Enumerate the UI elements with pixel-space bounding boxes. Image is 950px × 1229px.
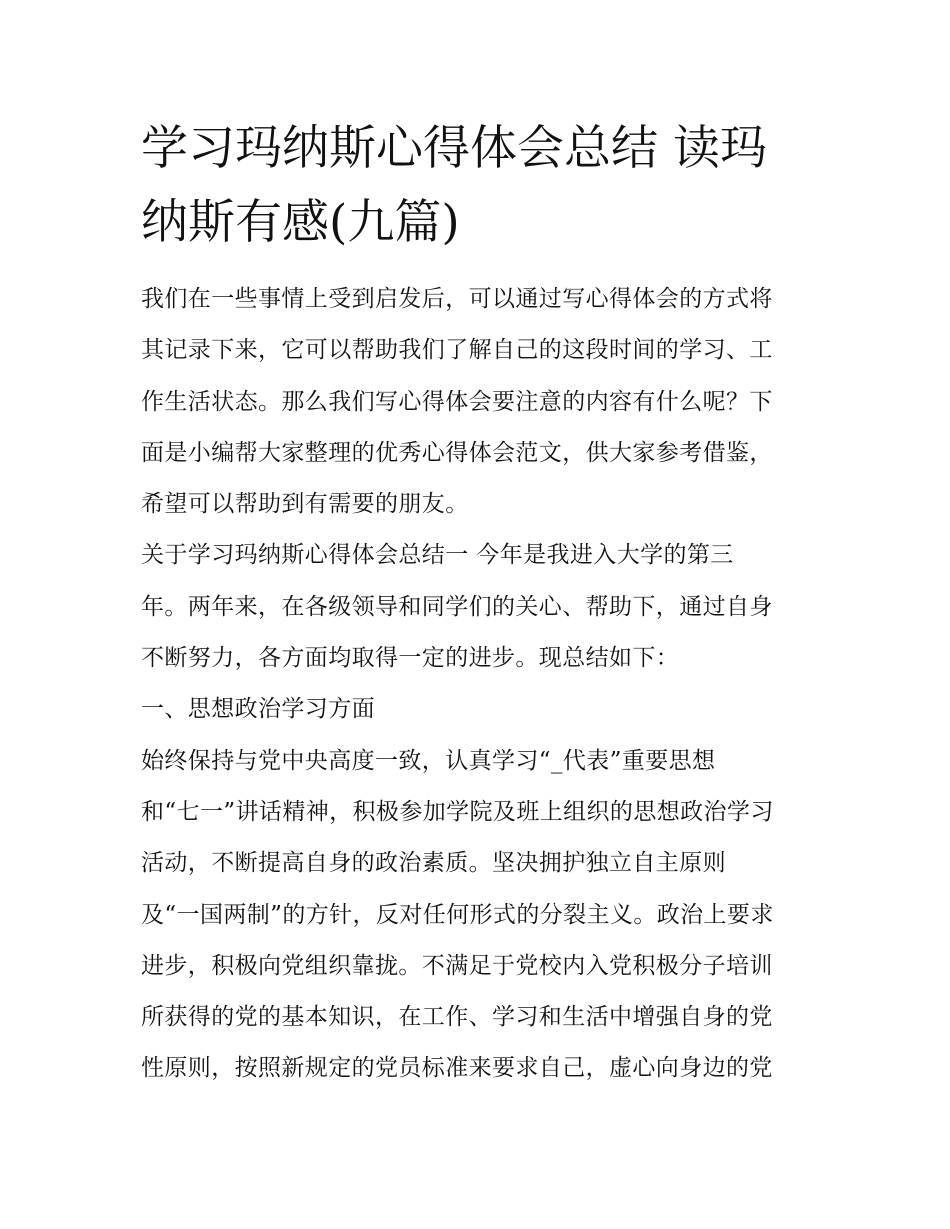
title-line: 学习玛纳斯心得体会总结 读玛: [141, 121, 767, 176]
body-line: 年。两年来，在各级领导和同学们的关心、帮助下，通过自身: [141, 593, 773, 620]
body-line: 关于学习玛纳斯心得体会总结一 今年是我进入大学的第三: [141, 542, 734, 569]
body-line: 始终保持与党中央高度一致，认真学习“_代表”重要思想: [141, 747, 716, 774]
body-line: 和“七一”讲话精神，积极参加学院及班上组织的思想政治学习: [141, 798, 774, 825]
body-line: 面是小编帮大家整理的优秀心得体会范文，供大家参考借鉴，: [141, 439, 773, 466]
document-title: [141, 112, 821, 260]
body-line: 及“一国两制”的方针，反对任何形式的分裂主义。政治上要求: [141, 901, 774, 928]
body-line: 我们在一些事情上受到启发后，可以通过写心得体会的方式将: [141, 286, 773, 312]
title-line: 纳斯有感(九篇): [141, 195, 460, 250]
document-body: [141, 274, 821, 1095]
body-line: 进步，积极向党组织靠拢。不满足于党校内入党积极分子培训: [141, 952, 773, 979]
body-line: 性原则，按照新规定的党员标准来要求自己，虚心向身边的党: [141, 1055, 773, 1082]
body-line: 活动，不断提高自身的政治素质。坚决拥护独立自主原则: [141, 850, 726, 877]
section-heading: 一、思想政治学习方面: [141, 696, 375, 723]
body-line: 作生活状态。那么我们写心得体会要注意的内容有什么呢？下: [141, 388, 773, 415]
body-line: 不断努力，各方面均取得一定的进步。现总结如下：: [141, 645, 680, 672]
body-line: 其记录下来，它可以帮助我们了解自己的这段时间的学习、工: [141, 337, 773, 364]
body-line: 希望可以帮助到有需要的朋友。: [141, 491, 469, 518]
body-line: 所获得的党的基本知识，在工作、学习和生活中增强自身的党: [141, 1004, 773, 1031]
